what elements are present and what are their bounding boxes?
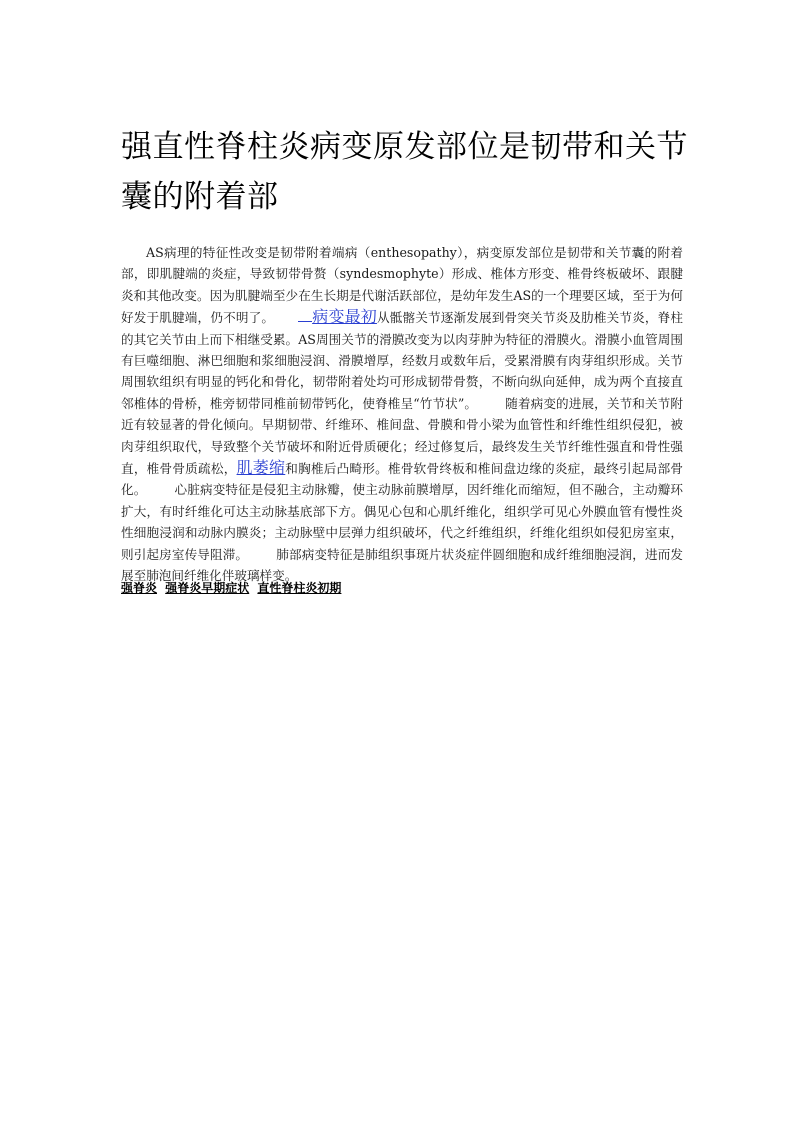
- paragraph-segment-5: 心脏病变特征是侵犯主动脉瓣，使主动脉前膜增厚，因纤维化而缩短，但不融合，主动瓣环扩大，有时纤维化可达主动脉基底部下方。偶见心包和心肌纤维化，组织学可见心外膜血管有慢性炎性细胞浸润和动脉内膜炎；主动脉壁中层弹力组织破坏，代之纤维组织，纤维化组织如侵犯房室束，则引起房室传导阻滞。: [121, 482, 684, 562]
- paragraph-segment-2: 从骶髂关节逐渐发展到骨突关节炎及肋椎关节炎，脊柱的其它关节由上而下相继受累。AS周围关节的滑膜改变为以肉芽肿为特征的滑膜火。滑膜小血管周围有巨噬细胞、淋巴细胞和浆细胞浸润、滑膜增厚，经数月或数年后，受累滑膜有肉芽组织形成。关节周围软组织有明显的钙化和骨化，韧带附着处均可形成韧带骨赘，不断向纵向延伸，成为两个直接直邻椎体的骨桥，椎旁韧带同椎前韧带钙化，使脊椎呈“竹节状”。: [121, 310, 683, 411]
- paragraph-segment-6: 肺部病变特征是肺组织事斑片状炎症伴圆细胞和成纤维细胞浸润，进而发展至肺泡间纤维化伴玻璃样变。: [121, 546, 684, 584]
- body-paragraph: [121, 242, 683, 587]
- link-muscle-atrophy[interactable]: 肌萎缩: [236, 458, 286, 478]
- link-underline-lead: [298, 309, 312, 322]
- link-lesion-initial[interactable]: 病变最初: [312, 307, 377, 327]
- document-title: 强直性脊柱炎病变原发部位是韧带和关节囊的附着部: [121, 129, 688, 215]
- tag-list: [121, 580, 345, 596]
- paragraph-segment-3: 随着病变的进展，关节和关节附近有较显著的骨化倾向。早期韧带、纤维环、椎间盘、骨膜和骨小梁为血管性和纤维性组织侵犯，被肉芽组织取代，导致整个关节破坏和附近骨质硬化；经过修复后，最终发生关节纤维性强直和骨性强直，椎骨骨质疏松，: [121, 395, 683, 477]
- tag-link-1[interactable]: 强脊炎: [121, 581, 158, 595]
- tag-link-2[interactable]: 强脊炎早期症状: [165, 581, 250, 595]
- tag-link-3[interactable]: 直性脊柱炎初期: [257, 581, 342, 595]
- paragraph-segment-1: AS病理的特征性改变是韧带附着端病（enthesopathy），病变原发部位是韧带和关节囊的附着部，即肌腱端的炎症，导致韧带骨赘（syndesmophyte）形成、椎体方形变、椎骨终板破坏、跟腱炎和其他改变。因为肌腱端至少在生长期是代谢活跃部位，是幼年发生AS的一个理要区域，至于为何好发于肌腱端，仍不明了。: [121, 245, 683, 326]
- paragraph-segment-4: 和胸椎后凸畸形。椎骨软骨终板和椎间盘边缘的炎症，最终引起局部骨化。: [121, 461, 683, 498]
